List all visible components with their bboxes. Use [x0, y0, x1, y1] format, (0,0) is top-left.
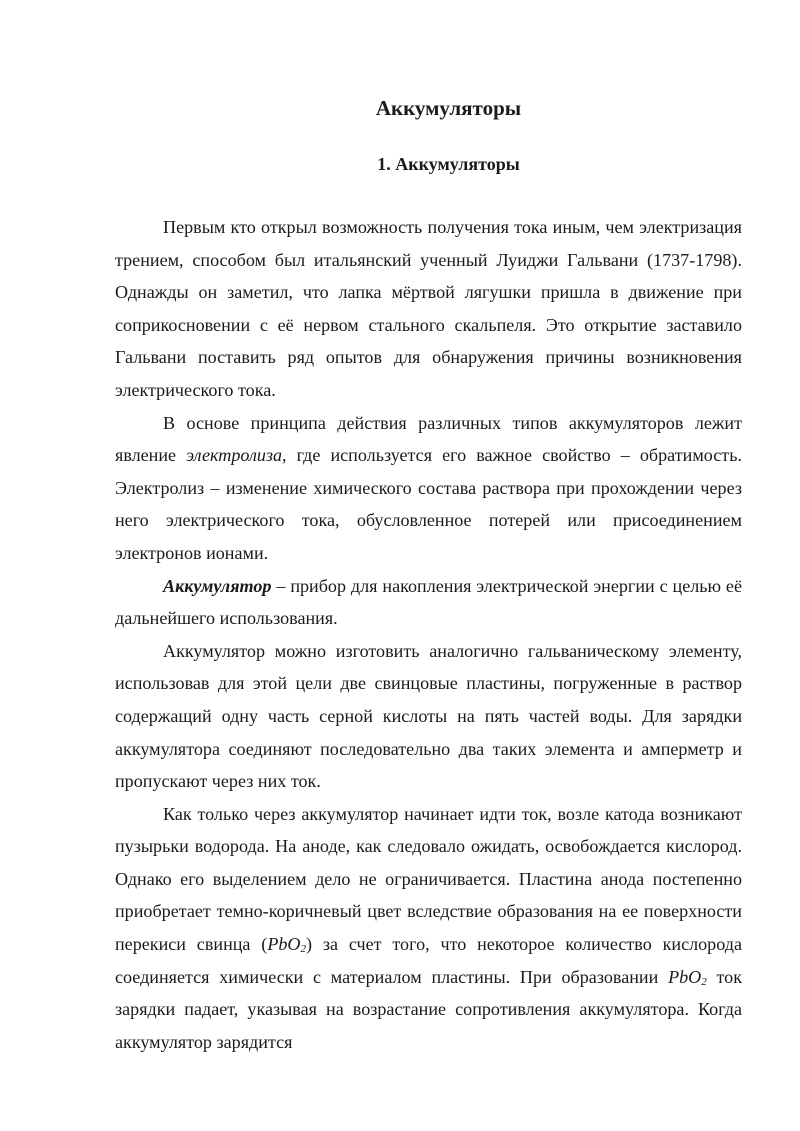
term-accumulator: Аккумулятор — [163, 575, 272, 596]
paragraph-text: – прибор для накопления электрической энергии с целью её дальнейшего использования. — [115, 575, 742, 629]
formula-subscript: 2 — [701, 975, 707, 988]
paragraph-text: , где используется его важное свойство – обратимость. Электролиз – изменение химического состава раствора при прохождении через него электрического тока, обусловленное потерей или присоединением электронов ионами. — [115, 445, 742, 563]
document-page — [115, 92, 742, 1058]
paragraph-text: ток зарядки падает, указывая на возрастание сопротивления аккумулятора. Когда аккумулятор зарядится — [115, 966, 743, 1052]
document-body — [115, 211, 742, 1058]
term-electrolysis: электролиза — [186, 445, 283, 466]
formula-base: PbO — [267, 934, 301, 955]
document-title: Аккумуляторы — [375, 96, 522, 120]
formula-pbo2 — [668, 967, 707, 987]
section-heading: 1. Аккумуляторы — [377, 154, 520, 174]
formula-pbo2 — [267, 934, 306, 954]
paragraph-text: Как только через аккумулятор начинает идти ток, возле катода возникают пузырьки водорода. На аноде, как следовало ожидать, освобождается кислород. Однако его выделением дело не ограничивается. Пластина анода постепенно приобретает темно-коричневый цвет вследствие образования на ее поверхности перекиси свинца ( — [115, 803, 742, 955]
formula-subscript: 2 — [300, 943, 306, 956]
paragraph-charging — [115, 798, 742, 1059]
paragraph-electrolysis — [115, 407, 742, 570]
paragraph-text: ) за счет того, что некоторое количество кислорода соединяется химически с материалом пластины. При образовании — [115, 934, 742, 987]
paragraph-definition — [115, 570, 742, 635]
paragraph-galvani: Первым кто открыл возможность получения тока иным, чем электризация трением, способом был итальянский ученный Луиджи Гальвани (1737-1798). Однажды он заметил, что лапка мёртвой лягушки пришла в движение при соприкосновении с её нервом стального скальпеля. Это открытие заставило Гальвани поставить ряд опытов для обнаружения причины возникновения электрического тока. — [115, 217, 742, 400]
formula-base: PbO — [668, 966, 702, 987]
paragraph-text: В основе принципа действия различных типов аккумуляторов лежит явление — [115, 412, 742, 466]
paragraph-construction: Аккумулятор можно изготовить аналогично гальваническому элементу, использовав для этой цели две свинцовые пластины, погруженные в раствор содержащий одну часть серной кислоты на пять частей воды. Для зарядки аккумулятора соединяют последовательно два таких элемента и амперметр и пропускают через них ток. — [115, 640, 742, 792]
